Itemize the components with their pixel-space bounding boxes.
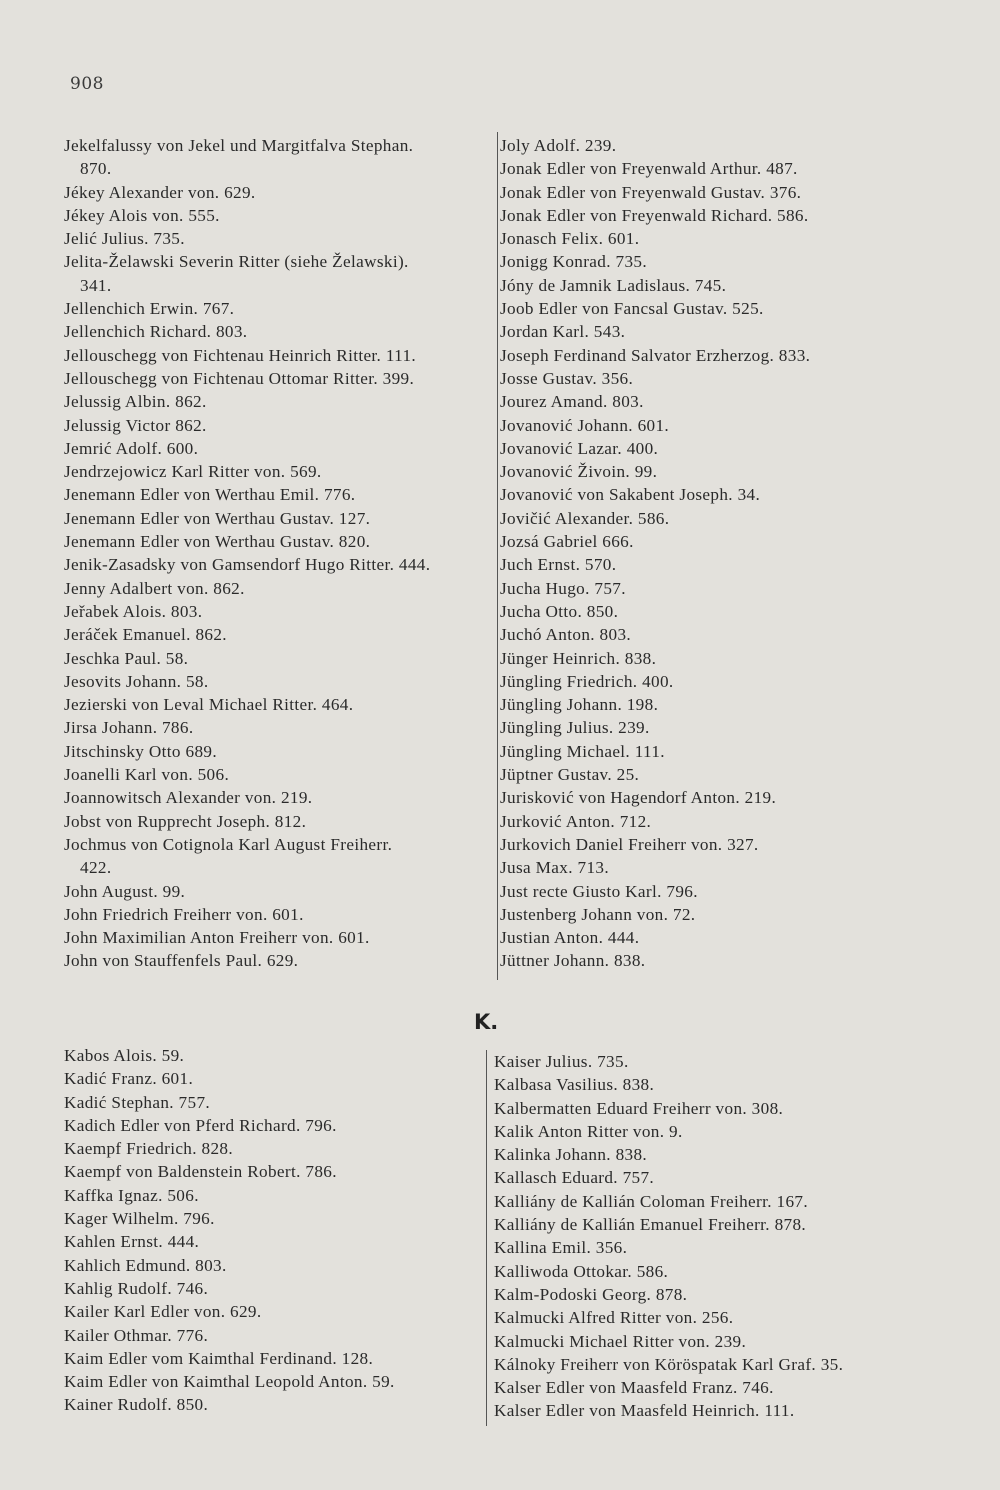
index-entry-text: Jovanović Živoin. 99. bbox=[500, 462, 658, 482]
index-entry bbox=[64, 390, 494, 413]
index-entry bbox=[64, 1370, 484, 1393]
index-entry-text: Jovanović von Sakabent Joseph. 34. bbox=[500, 485, 761, 505]
index-entry-text: Jüngling Friedrich. 400. bbox=[500, 671, 674, 691]
index-entry bbox=[500, 926, 900, 949]
index-entry-text: Jékey Alois von. 555. bbox=[64, 205, 220, 225]
index-entry bbox=[500, 414, 900, 437]
index-column-k-right bbox=[494, 1050, 924, 1423]
index-entry bbox=[64, 926, 494, 949]
index-entry-page-continuation: 422. bbox=[80, 858, 112, 878]
index-entry bbox=[500, 437, 900, 460]
index-entry bbox=[64, 763, 494, 786]
index-entry-text: Jellenchich Erwin. 767. bbox=[64, 299, 235, 319]
index-entry bbox=[64, 297, 494, 320]
index-entry-text: Kaim Edler vom Kaimthal Ferdinand. 128. bbox=[64, 1348, 374, 1368]
index-entry bbox=[494, 1306, 924, 1329]
index-entry-page-continuation: 870. bbox=[80, 159, 112, 179]
index-entry bbox=[64, 1230, 484, 1253]
index-entry-text: Joanelli Karl von. 506. bbox=[64, 765, 230, 785]
index-entry bbox=[64, 577, 494, 600]
index-entry bbox=[494, 1166, 924, 1189]
index-entry bbox=[500, 693, 900, 716]
index-entry bbox=[500, 227, 900, 250]
index-entry-text: Jeřabek Alois. 803. bbox=[64, 601, 203, 621]
index-entry bbox=[64, 227, 494, 250]
index-entry bbox=[64, 600, 494, 623]
index-entry bbox=[494, 1213, 924, 1236]
index-entry bbox=[494, 1236, 924, 1259]
index-entry bbox=[500, 204, 900, 227]
index-entry bbox=[64, 553, 494, 576]
index-entry-text: Jourez Amand. 803. bbox=[500, 392, 644, 412]
index-entry bbox=[64, 786, 494, 809]
index-entry-text: Kalbermatten Eduard Freiherr von. 308. bbox=[494, 1098, 784, 1118]
index-entry bbox=[64, 949, 494, 972]
index-entry-text: Kaffka Ignaz. 506. bbox=[64, 1185, 199, 1205]
index-entry bbox=[500, 903, 900, 926]
index-entry-text: John Friedrich Freiherr von. 601. bbox=[64, 904, 304, 924]
index-entry-text: Jonak Edler von Freyenwald Arthur. 487. bbox=[500, 159, 798, 179]
index-entry-text: Josse Gustav. 356. bbox=[500, 368, 634, 388]
index-entry bbox=[494, 1073, 924, 1096]
index-entry-text: Jesovits Johann. 58. bbox=[64, 671, 209, 691]
index-entry-text: Jelić Julius. 735. bbox=[64, 229, 185, 249]
index-entry-text: Kadić Franz. 601. bbox=[64, 1069, 194, 1089]
index-entry bbox=[500, 577, 900, 600]
index-entry-text: Juch Ernst. 570. bbox=[500, 555, 617, 575]
index-entry-text: Jovičić Alexander. 586. bbox=[500, 508, 670, 528]
index-entry bbox=[494, 1097, 924, 1120]
index-entry-text: Jonak Edler von Freyenwald Richard. 586. bbox=[500, 205, 809, 225]
index-entry-text: Jucha Otto. 850. bbox=[500, 601, 619, 621]
index-entry bbox=[64, 460, 494, 483]
index-entry-text: Kalmucki Alfred Ritter von. 256. bbox=[494, 1308, 734, 1328]
index-entry bbox=[64, 623, 494, 646]
index-entry-text: Jelita-Želawski Severin Ritter (siehe Želawski). bbox=[64, 252, 409, 272]
index-column-j-left bbox=[64, 134, 494, 973]
index-entry-text: Jobst von Rupprecht Joseph. 812. bbox=[64, 811, 307, 831]
index-entry-text: Kalik Anton Ritter von. 9. bbox=[494, 1121, 683, 1141]
index-entry-text: Kalliány de Kallián Coloman Freiherr. 167. bbox=[494, 1191, 808, 1211]
index-entry bbox=[500, 740, 900, 763]
index-entry-text: Kaempf von Baldenstein Robert. 786. bbox=[64, 1162, 337, 1182]
index-entry bbox=[64, 1137, 484, 1160]
index-entry bbox=[500, 297, 900, 320]
index-entry bbox=[500, 507, 900, 530]
index-entry-text: John August. 99. bbox=[64, 881, 186, 901]
index-entry bbox=[64, 530, 494, 553]
index-entry-text: Kainer Rudolf. 850. bbox=[64, 1395, 209, 1415]
index-entry-text: Kallina Emil. 356. bbox=[494, 1238, 628, 1258]
index-entry-text: Justenberg Johann von. 72. bbox=[500, 904, 696, 924]
index-entry-text: Kahlig Rudolf. 746. bbox=[64, 1278, 209, 1298]
index-entry-text: Kadić Stephan. 757. bbox=[64, 1092, 211, 1112]
index-entry-text: Jünger Heinrich. 838. bbox=[500, 648, 657, 668]
index-entry-text: Kailer Othmar. 776. bbox=[64, 1325, 209, 1345]
index-entry-text: Jüngling Johann. 198. bbox=[500, 695, 659, 715]
index-entry-text: Jenemann Edler von Werthau Gustav. 127. bbox=[64, 508, 371, 528]
page-number: 908 bbox=[70, 74, 104, 94]
index-entry bbox=[494, 1143, 924, 1166]
index-entry bbox=[64, 1324, 484, 1347]
index-entry-text: Justian Anton. 444. bbox=[500, 928, 640, 948]
index-entry bbox=[64, 647, 494, 670]
index-entry bbox=[500, 647, 900, 670]
index-entry bbox=[500, 483, 900, 506]
index-entry-text: Kallasch Eduard. 757. bbox=[494, 1168, 655, 1188]
index-entry bbox=[500, 623, 900, 646]
index-entry-text: Jenny Adalbert von. 862. bbox=[64, 578, 245, 598]
index-entry bbox=[494, 1376, 924, 1399]
index-entry bbox=[494, 1190, 924, 1213]
index-entry bbox=[64, 437, 494, 460]
index-entry-text: Kahlen Ernst. 444. bbox=[64, 1232, 200, 1252]
index-entry-text: Jemrić Adolf. 600. bbox=[64, 438, 199, 458]
index-entry-text: Jonak Edler von Freyenwald Gustav. 376. bbox=[500, 182, 802, 202]
index-entry-text: Jezierski von Leval Michael Ritter. 464. bbox=[64, 695, 354, 715]
index-entry bbox=[64, 1300, 484, 1323]
index-entry bbox=[494, 1260, 924, 1283]
index-entry-text: Juchó Anton. 803. bbox=[500, 625, 632, 645]
index-entry bbox=[500, 181, 900, 204]
index-entry-text: Kalinka Johann. 838. bbox=[494, 1145, 648, 1165]
index-entry bbox=[64, 740, 494, 763]
index-entry bbox=[500, 600, 900, 623]
index-entry bbox=[500, 250, 900, 273]
index-entry bbox=[64, 1393, 484, 1416]
index-entry bbox=[64, 320, 494, 343]
index-entry-text: Jitschinsky Otto 689. bbox=[64, 741, 217, 761]
index-entry bbox=[500, 833, 900, 856]
index-entry bbox=[494, 1050, 924, 1073]
index-entry-text: Jenik-Zasadsky von Gamsendorf Hugo Ritter. 444. bbox=[64, 555, 431, 575]
index-entry-text: Kaiser Julius. 735. bbox=[494, 1052, 629, 1071]
column-divider-k bbox=[486, 1050, 487, 1426]
index-entry-text: Kalm-Podoski Georg. 878. bbox=[494, 1284, 688, 1304]
index-entry bbox=[64, 810, 494, 833]
index-entry bbox=[500, 320, 900, 343]
index-entry-text: Kalliány de Kallián Emanuel Freiherr. 878. bbox=[494, 1215, 807, 1235]
index-entry-text: Kalser Edler von Maasfeld Heinrich. 111. bbox=[494, 1401, 795, 1421]
index-entry-text: Jovanović Lazar. 400. bbox=[500, 438, 659, 458]
index-entry-text: Jenemann Edler von Werthau Gustav. 820. bbox=[64, 532, 371, 552]
index-entry-text: Jonigg Konrad. 735. bbox=[500, 252, 648, 272]
index-entry-text: Kadich Edler von Pferd Richard. 796. bbox=[64, 1115, 337, 1135]
index-entry bbox=[500, 786, 900, 809]
index-entry bbox=[64, 1091, 484, 1114]
index-entry bbox=[64, 880, 494, 903]
index-entry-text: Jelussig Victor 862. bbox=[64, 415, 207, 435]
index-entry bbox=[500, 810, 900, 833]
index-entry-text: Kalser Edler von Maasfeld Franz. 746. bbox=[494, 1378, 774, 1398]
index-entry-text: Joannowitsch Alexander von. 219. bbox=[64, 788, 313, 808]
index-entry bbox=[500, 344, 900, 367]
index-entry bbox=[500, 880, 900, 903]
index-entry-text: Kabos Alois. 59. bbox=[64, 1046, 185, 1065]
index-entry bbox=[64, 204, 494, 227]
index-entry-text: Jüttner Johann. 838. bbox=[500, 951, 646, 971]
index-entry bbox=[500, 856, 900, 879]
index-entry-text: John Maximilian Anton Freiherr von. 601. bbox=[64, 928, 370, 948]
index-entry-text: Kalmucki Michael Ritter von. 239. bbox=[494, 1331, 747, 1351]
index-entry-text: Joseph Ferdinand Salvator Erzherzog. 833. bbox=[500, 345, 811, 365]
index-entry bbox=[64, 483, 494, 506]
index-entry-text: Jóny de Jamnik Ladislaus. 745. bbox=[500, 275, 727, 295]
index-entry-text: Jellenchich Richard. 803. bbox=[64, 322, 248, 342]
index-entry bbox=[64, 250, 494, 297]
index-entry bbox=[500, 157, 900, 180]
index-entry bbox=[64, 833, 494, 880]
index-entry bbox=[500, 134, 900, 157]
index-entry bbox=[500, 553, 900, 576]
index-entry-text: Kalbasa Vasilius. 838. bbox=[494, 1075, 655, 1095]
index-entry-text: Kager Wilhelm. 796. bbox=[64, 1209, 215, 1229]
index-entry bbox=[500, 460, 900, 483]
index-entry bbox=[500, 670, 900, 693]
index-entry-text: Jurisković von Hagendorf Anton. 219. bbox=[500, 788, 777, 808]
index-entry bbox=[500, 763, 900, 786]
index-entry bbox=[64, 344, 494, 367]
index-entry bbox=[64, 693, 494, 716]
index-entry-text: Kailer Karl Edler von. 629. bbox=[64, 1302, 262, 1322]
index-entry-text: Jüptner Gustav. 25. bbox=[500, 765, 640, 785]
index-entry-text: Jirsa Johann. 786. bbox=[64, 718, 194, 738]
index-entry-text: Jurkovich Daniel Freiherr von. 327. bbox=[500, 834, 759, 854]
index-entry-text: Kahlich Edmund. 803. bbox=[64, 1255, 227, 1275]
index-entry-text: Jüngling Michael. 111. bbox=[500, 741, 665, 761]
index-entry-text: Jelussig Albin. 862. bbox=[64, 392, 207, 412]
index-entry bbox=[500, 530, 900, 553]
index-entry-text: Jellouschegg von Fichtenau Ottomar Ritter. 399. bbox=[64, 368, 415, 388]
index-entry bbox=[64, 181, 494, 204]
index-entry bbox=[64, 1207, 484, 1230]
index-entry bbox=[64, 367, 494, 390]
index-entry-text: Jékey Alexander von. 629. bbox=[64, 182, 256, 202]
index-entry bbox=[500, 716, 900, 739]
index-entry bbox=[64, 1067, 484, 1090]
index-entry-text: Jurković Anton. 712. bbox=[500, 811, 652, 831]
column-divider-j bbox=[497, 132, 498, 980]
index-entry bbox=[64, 507, 494, 530]
index-entry bbox=[500, 390, 900, 413]
index-entry bbox=[64, 134, 494, 181]
index-entry bbox=[64, 1160, 484, 1183]
index-entry-text: Jucha Hugo. 757. bbox=[500, 578, 626, 598]
index-entry-text: Jeschka Paul. 58. bbox=[64, 648, 189, 668]
index-entry-text: Kálnoky Freiherr von Köröspatak Karl Graf. 35. bbox=[494, 1354, 844, 1374]
section-heading-k: K. bbox=[474, 1010, 499, 1034]
index-entry-text: Kaim Edler von Kaimthal Leopold Anton. 59. bbox=[64, 1372, 395, 1392]
index-column-j-right bbox=[500, 134, 900, 973]
index-entry-text: Jendrzejowicz Karl Ritter von. 569. bbox=[64, 462, 322, 482]
index-entry-text: Jochmus von Cotignola Karl August Freiherr. bbox=[64, 834, 393, 854]
index-column-k-left bbox=[64, 1044, 484, 1417]
index-entry bbox=[64, 1184, 484, 1207]
index-entry-text: Jekelfalussy von Jekel und Margitfalva Stephan. bbox=[64, 136, 414, 155]
index-entry-text: Just recte Giusto Karl. 796. bbox=[500, 881, 698, 901]
index-entry bbox=[64, 1254, 484, 1277]
index-entry-text: Jozsá Gabriel 666. bbox=[500, 532, 634, 552]
index-entry-text: Jusa Max. 713. bbox=[500, 858, 609, 878]
index-entry bbox=[64, 1277, 484, 1300]
index-entry bbox=[64, 1114, 484, 1137]
index-entry bbox=[494, 1283, 924, 1306]
index-entry bbox=[494, 1120, 924, 1143]
index-entry-text: Joly Adolf. 239. bbox=[500, 136, 617, 155]
index-entry bbox=[494, 1399, 924, 1422]
index-entry-text: Jenemann Edler von Werthau Emil. 776. bbox=[64, 485, 356, 505]
index-entry bbox=[500, 274, 900, 297]
index-entry-text: Kaempf Friedrich. 828. bbox=[64, 1139, 234, 1159]
index-entry-text: Joob Edler von Fancsal Gustav. 525. bbox=[500, 299, 764, 319]
index-entry-text: Jonasch Felix. 601. bbox=[500, 229, 640, 249]
index-entry-text: John von Stauffenfels Paul. 629. bbox=[64, 951, 299, 971]
index-entry bbox=[494, 1353, 924, 1376]
index-entry-text: Jüngling Julius. 239. bbox=[500, 718, 650, 738]
index-entry-text: Jovanović Johann. 601. bbox=[500, 415, 670, 435]
index-entry-page-continuation: 341. bbox=[80, 275, 112, 295]
index-entry-text: Jeráček Emanuel. 862. bbox=[64, 625, 227, 645]
index-entry bbox=[64, 1347, 484, 1370]
index-entry-text: Jordan Karl. 543. bbox=[500, 322, 626, 342]
index-entry bbox=[64, 414, 494, 437]
index-entry-text: Jellouschegg von Fichtenau Heinrich Ritter. 111. bbox=[64, 345, 417, 365]
index-entry bbox=[64, 670, 494, 693]
index-entry bbox=[64, 716, 494, 739]
index-entry bbox=[64, 1044, 484, 1067]
index-entry-text: Kalliwoda Ottokar. 586. bbox=[494, 1261, 669, 1281]
index-entry bbox=[494, 1330, 924, 1353]
index-entry bbox=[64, 903, 494, 926]
index-entry bbox=[500, 367, 900, 390]
index-entry bbox=[500, 949, 900, 972]
